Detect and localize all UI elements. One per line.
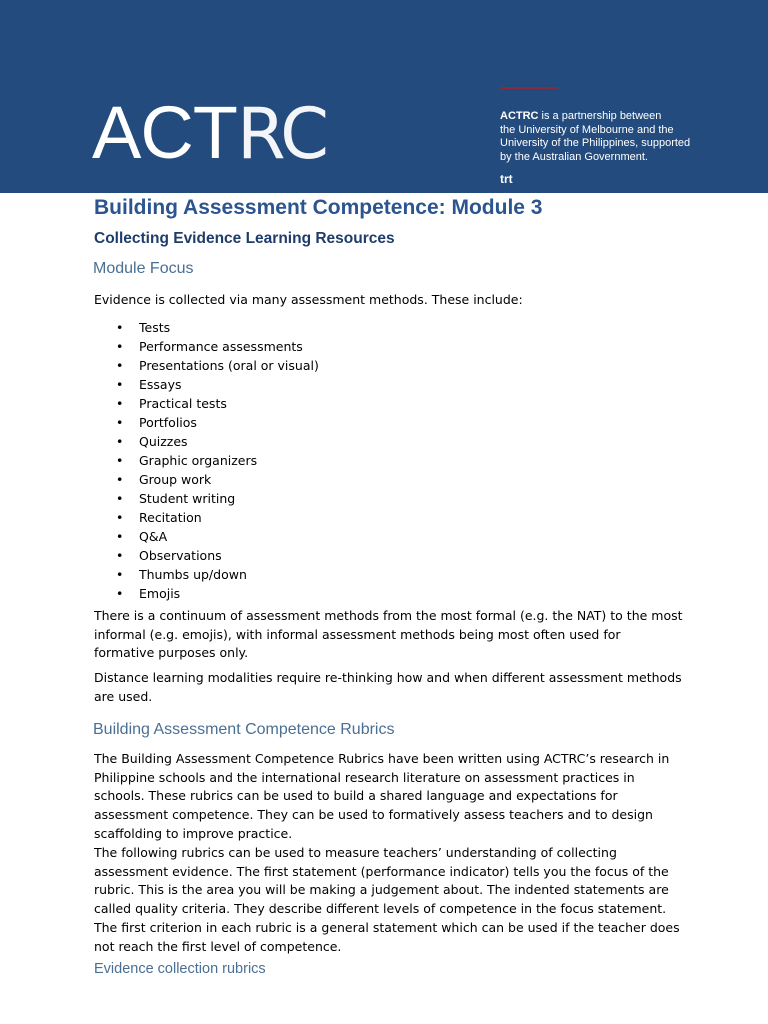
partner-text-4: by the Australian Government. — [500, 150, 648, 163]
rubrics-paragraph-1: The Building Assessment Competence Rubrics have been written using ACTRC’s research in Philippine schools and the international research literature on assessment practices in schools. These rubrics can be used to build a shared language and expectations for assessment competence. They can be used to formatively assess teachers and to design scaffolding to improve practice. — [94, 750, 670, 841]
list-item: • Quizzes — [139, 432, 684, 451]
partner-name: ACTRC — [500, 110, 539, 122]
list-item: • Recitation — [139, 508, 684, 527]
list-item: • Student writing — [139, 489, 684, 508]
document-body — [94, 195, 684, 979]
assessment-methods-list — [94, 318, 684, 603]
list-item: • Graphic organizers — [139, 451, 684, 470]
continuum-paragraph: There is a continuum of assessment methods from the most formal (e.g. the NAT) to the most informal (e.g. emojis), with informal assessment methods being most often used for formative purposes only. — [94, 607, 683, 661]
evidence-collection-heading: Evidence collection rubrics — [94, 960, 266, 977]
list-item: • Observations — [139, 546, 684, 565]
list-item: • Essays — [139, 375, 684, 394]
rubrics-paragraph-2: The following rubrics can be used to measure teachers’ understanding of collecting assessment evidence. The first statement (performance indicator) tells you the focus of the rubric. This is the area you will be making a judgement about. The indented statements are called quality criteria. They describe different levels of competence in the focus statement. The first criterion in each rubric is a general statement which can be used if the teacher does not reach the first level of competence. — [94, 844, 680, 954]
logo-text-rc: RC — [237, 93, 328, 175]
list-item: • Thumbs up/down — [139, 565, 684, 584]
distance-learning-paragraph: Distance learning modalities require re-thinking how and when different assessment methods are used. — [94, 670, 682, 704]
partner-text-2: the University of Melbourne and the — [500, 123, 674, 136]
list-item: • Tests — [139, 318, 684, 337]
accent-divider — [500, 87, 558, 89]
intro-paragraph: Evidence is collected via many assessment methods. These include: — [94, 292, 523, 307]
document-subtitle: Collecting Evidence Learning Resources — [94, 230, 395, 247]
list-item: • Practical tests — [139, 394, 684, 413]
trt-label: trt — [500, 172, 513, 186]
document-title: Building Assessment Competence: Module 3 — [94, 196, 543, 219]
header-banner — [0, 0, 768, 193]
module-focus-heading: Module Focus — [93, 260, 194, 277]
partner-text-3: University of the Philippines, supported — [500, 137, 691, 149]
list-item: • Q&A — [139, 527, 684, 546]
rubrics-heading: Building Assessment Competence Rubrics — [93, 720, 395, 738]
list-item: • Portfolios — [139, 413, 684, 432]
list-item: • Group work — [139, 470, 684, 489]
partner-text-1: is a partnership between — [538, 110, 662, 122]
logo-text-act: ACT — [92, 91, 237, 174]
list-item: • Emojis — [139, 584, 684, 603]
partnership-statement — [500, 110, 720, 164]
list-item: • Performance assessments — [139, 337, 684, 356]
list-item: • Presentations (oral or visual) — [139, 356, 684, 375]
actrc-logo — [92, 91, 328, 175]
